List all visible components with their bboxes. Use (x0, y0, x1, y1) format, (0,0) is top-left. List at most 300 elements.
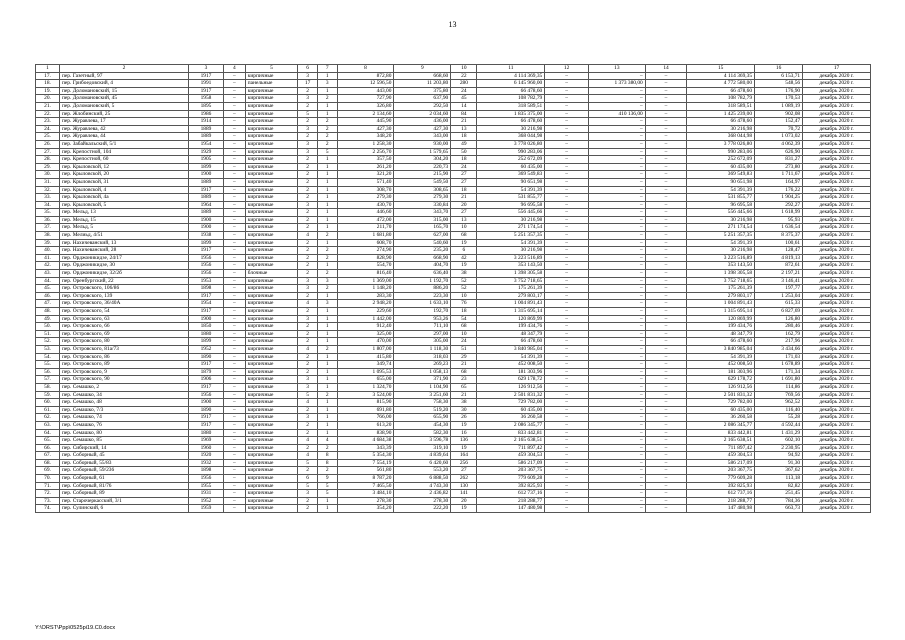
table-row (36, 239, 871, 247)
table-cell: – (545, 156, 589, 164)
table-cell: – (645, 338, 687, 346)
table-cell: 902,08 (755, 110, 803, 118)
table-cell: 218 288,77 (477, 497, 545, 505)
table-cell: 2 501 831,32 (477, 391, 545, 399)
table-cell: пер. Островского, 66 (60, 323, 189, 331)
column-number-header: 6 (298, 65, 318, 73)
table-cell: 36 260,58 (477, 414, 545, 422)
table-cell: 445,90 (337, 118, 394, 126)
table-cell: – (588, 239, 645, 247)
table-cell: 828,90 (337, 254, 394, 262)
table-cell: кирпичные (245, 421, 297, 429)
table-cell: декабрь 2020 г. (803, 421, 871, 429)
table-cell: 6 888,50 (394, 475, 451, 483)
table-cell: 65 (451, 383, 477, 391)
table-cell: 2 165 638,51 (687, 437, 755, 445)
table-cell: декабрь 2020 г. (803, 80, 871, 88)
table-cell: – (588, 102, 645, 110)
table-cell: 3 (298, 140, 318, 148)
table-cell: 1899 (188, 163, 223, 171)
table-cell: 3 524,00 (337, 391, 394, 399)
table-cell: 833 442,81 (687, 429, 755, 437)
table-cell: декабрь 2020 г. (803, 178, 871, 186)
table-cell: 2 (298, 254, 318, 262)
table-cell: пер. Семашко, 34 (60, 391, 189, 399)
table-cell: 315,00 (394, 216, 451, 224)
table-cell: – (588, 201, 645, 209)
table-cell: 6 153,71 (755, 72, 803, 80)
table-cell: 45 (451, 95, 477, 103)
table-cell: – (223, 338, 245, 346)
table-cell: 392 825,93 (477, 482, 545, 490)
table-cell: 176,22 (755, 186, 803, 194)
table-cell: – (588, 437, 645, 445)
table-cell: – (588, 72, 645, 80)
table-cell: 51. (36, 330, 60, 338)
table-row (36, 262, 871, 270)
table-cell: 73. (36, 497, 60, 505)
table-cell: 24 (451, 338, 477, 346)
table-cell: 784,36 (755, 497, 803, 505)
table-cell: – (645, 80, 687, 88)
table-cell: 561,80 (337, 467, 394, 475)
table-cell: 252 672,09 (687, 156, 755, 164)
table-cell: 1 118,30 (394, 345, 451, 353)
table-cell: 1890 (188, 353, 223, 361)
table-cell: 2 948,20 (337, 300, 394, 308)
table-cell: 729 782,00 (477, 399, 545, 407)
table-cell: – (588, 209, 645, 217)
table-cell: 278,30 (337, 497, 394, 505)
table-row (36, 376, 871, 384)
table-cell: 35. (36, 209, 60, 217)
table-cell: 2 (298, 224, 318, 232)
table-cell: 165,70 (394, 224, 451, 232)
table-cell: – (645, 224, 687, 232)
table-cell: 1 (317, 239, 337, 247)
table-cell: 1 369,00 (337, 277, 394, 285)
table-cell: 5 (298, 110, 318, 118)
table-cell: – (645, 194, 687, 202)
table-cell: 2 (298, 102, 318, 110)
table-cell: – (545, 421, 589, 429)
table-cell: кирпичные (245, 171, 297, 179)
table-cell: 1917 (188, 361, 223, 369)
table-cell: – (223, 383, 245, 391)
table-cell: – (588, 368, 645, 376)
table-cell: 3 (317, 277, 337, 285)
table-cell: пер. Мельд, 5 (60, 224, 189, 232)
table-cell: кирпичные (245, 490, 297, 498)
table-cell: 56. (36, 368, 60, 376)
table-cell: кирпичные (245, 95, 297, 103)
table-cell: – (545, 368, 589, 376)
table-cell: 582,30 (394, 429, 451, 437)
table-cell: 1890 (188, 406, 223, 414)
table-cell: 12 596,50 (337, 80, 394, 88)
table-cell: 55. (36, 361, 60, 369)
table-row (36, 315, 871, 323)
table-cell: – (645, 254, 687, 262)
table-row (36, 467, 871, 475)
table-cell: – (588, 186, 645, 194)
table-cell: 1898 (188, 467, 223, 475)
table-cell: – (645, 239, 687, 247)
table-cell: 280,46 (755, 323, 803, 331)
table-cell: – (545, 399, 589, 407)
table-cell: – (545, 186, 589, 194)
table-cell: 49. (36, 315, 60, 323)
column-number-header: 1 (36, 65, 60, 73)
table-cell: кирпичные (245, 406, 297, 414)
table-cell: 612 737,16 (687, 490, 755, 498)
table-cell: – (545, 270, 589, 278)
table-cell: пер. Крепостной, 60 (60, 156, 189, 164)
table-cell: 3 (298, 125, 318, 133)
table-cell: 452 008,50 (477, 361, 545, 369)
table-cell: пер. Газетный, 97 (60, 72, 189, 80)
table-cell: 586 217,09 (687, 459, 755, 467)
table-cell: кирпичные (245, 315, 297, 323)
table-cell: – (545, 383, 589, 391)
table-cell: – (645, 368, 687, 376)
table-row (36, 194, 871, 202)
table-cell: 10 (451, 330, 477, 338)
table-cell: 130 (451, 482, 477, 490)
table-row (36, 361, 871, 369)
table-cell: 953,26 (394, 315, 451, 323)
table-cell: 2 256,70 (337, 148, 394, 156)
table-cell: кирпичные (245, 414, 297, 422)
table-cell: 49 (451, 140, 477, 148)
table-cell: 443,00 (337, 87, 394, 95)
table-cell: 548,56 (755, 80, 803, 88)
table-cell: декабрь 2020 г. (803, 209, 871, 217)
table-cell: 1 (317, 163, 337, 171)
table-cell: 175 261,39 (477, 285, 545, 293)
table-cell: кирпичные (245, 391, 297, 399)
table-cell: кирпичные (245, 239, 297, 247)
table-cell: – (545, 308, 589, 316)
table-cell: – (545, 300, 589, 308)
table-cell: 114,86 (755, 383, 803, 391)
table-cell: кирпичные (245, 277, 297, 285)
table-cell: – (588, 163, 645, 171)
table-cell: 82,82 (755, 482, 803, 490)
table-cell: кирпичные (245, 300, 297, 308)
table-cell: 90 651,98 (687, 178, 755, 186)
table-cell: 126,80 (755, 315, 803, 323)
table-cell: 66 478,60 (687, 338, 755, 346)
table-cell: 549,50 (394, 178, 451, 186)
table-cell: 1 (317, 353, 337, 361)
table-cell: 18 (451, 133, 477, 141)
table-row (36, 444, 871, 452)
table-cell: 4 062,39 (755, 140, 803, 148)
table-cell: декабрь 2020 г. (803, 353, 871, 361)
table-cell: 2 (298, 292, 318, 300)
table-cell: 1991 (188, 80, 223, 88)
table-cell: 54 391,39 (687, 353, 755, 361)
table-cell: 1917 (188, 87, 223, 95)
table-cell: декабрь 2020 г. (803, 277, 871, 285)
table-cell: 375,80 (394, 87, 451, 95)
table-cell: 18 (451, 186, 477, 194)
table-cell: 833 442,81 (477, 429, 545, 437)
table-cell: 2 (298, 429, 318, 437)
table-cell: – (588, 330, 645, 338)
table-cell: – (545, 338, 589, 346)
table-cell: 271 174,54 (477, 224, 545, 232)
table-cell: 279,30 (394, 194, 451, 202)
table-cell: пер. Островского, 86 (60, 353, 189, 361)
table-row (36, 140, 871, 148)
column-number-header: 13 (588, 65, 645, 73)
table-cell: 1900 (188, 171, 223, 179)
table-row (36, 330, 871, 338)
table-cell: 47. (36, 300, 60, 308)
table-cell: 711 897,42 (477, 444, 545, 452)
table-cell: декабрь 2020 г. (803, 270, 871, 278)
table-cell: 3 (298, 201, 318, 209)
table-cell: 76 (451, 300, 477, 308)
table-cell: 171,34 (755, 368, 803, 376)
table-cell: 53. (36, 345, 60, 353)
table-cell: 50. (36, 323, 60, 331)
table-cell: – (545, 505, 589, 513)
table-cell: декабрь 2020 г. (803, 262, 871, 270)
table-cell: – (545, 345, 589, 353)
table-row (36, 285, 871, 293)
table-cell: 181 303,96 (687, 368, 755, 376)
table-cell: – (645, 140, 687, 148)
table-cell: 318 589,51 (687, 102, 755, 110)
table-cell: – (223, 118, 245, 126)
table-cell: пер. Мельд, 15 (60, 216, 189, 224)
table-cell: – (588, 171, 645, 179)
table-cell: 50 (451, 148, 477, 156)
table-cell: 1969 (188, 437, 223, 445)
table-cell: 1 691,80 (755, 376, 803, 384)
table-cell: 24. (36, 125, 60, 133)
table-cell: – (645, 201, 687, 209)
table-cell: декабрь 2020 г. (803, 497, 871, 505)
table-cell: 912,40 (337, 323, 394, 331)
table-cell: – (645, 406, 687, 414)
table-cell: 176,90 (755, 87, 803, 95)
table-cell: 6 (451, 247, 477, 255)
table-cell: декабрь 2020 г. (803, 247, 871, 255)
table-cell: декабрь 2020 г. (803, 186, 871, 194)
table-cell: 1 618,99 (755, 209, 803, 217)
table-cell: 273,80 (755, 163, 803, 171)
table-row (36, 87, 871, 95)
table-cell: – (545, 247, 589, 255)
table-cell: – (545, 323, 589, 331)
table-cell: кирпичные (245, 467, 297, 475)
table-cell: 66. (36, 444, 60, 452)
table-cell: 283,30 (337, 292, 394, 300)
table-cell: – (588, 475, 645, 483)
table-cell: 1986 (188, 110, 223, 118)
table-row (36, 459, 871, 467)
table-cell: 1900 (188, 315, 223, 323)
table-cell: пер. Крыловской, 4 (60, 186, 189, 194)
table-cell: 3 (298, 383, 318, 391)
table-cell: декабрь 2020 г. (803, 505, 871, 513)
table-cell: – (645, 459, 687, 467)
table-cell: кирпичные (245, 505, 297, 513)
column-number-header: 2 (60, 65, 189, 73)
table-cell: 1899 (188, 338, 223, 346)
table-cell: – (545, 353, 589, 361)
table-cell: 1 (317, 171, 337, 179)
table-cell: – (223, 482, 245, 490)
table-cell: 8 375,37 (755, 232, 803, 240)
table-row (36, 209, 871, 217)
table-cell: 1938 (188, 232, 223, 240)
table-cell: 2 086 345,77 (687, 421, 755, 429)
table-cell: 32. (36, 186, 60, 194)
table-cell: 1 324,70 (337, 383, 394, 391)
table-cell: 274,90 (337, 247, 394, 255)
table-cell: 23. (36, 118, 60, 126)
table-cell: 3 (298, 277, 318, 285)
table-cell: 199 434,76 (687, 323, 755, 331)
table-cell: – (588, 467, 645, 475)
table-cell: – (545, 467, 589, 475)
table-cell: 1 (317, 201, 337, 209)
table-cell: пер. Орджоникидзе, 32/2б (60, 270, 189, 278)
table-cell: 1917 (188, 308, 223, 316)
table-cell: 1880 (188, 429, 223, 437)
table-cell: – (223, 102, 245, 110)
table-cell: 1917 (188, 421, 223, 429)
table-cell: пер. Островского, 69 (60, 330, 189, 338)
header-row (36, 65, 871, 73)
table-row (36, 118, 871, 126)
table-cell: декабрь 2020 г. (803, 148, 871, 156)
table-cell: 203 367,75 (477, 467, 545, 475)
table-cell: – (545, 209, 589, 217)
table-cell: – (545, 239, 589, 247)
table-cell: декабрь 2020 г. (803, 323, 871, 331)
table-cell: 1954 (188, 140, 223, 148)
table-cell: 608,70 (337, 239, 394, 247)
table-cell: 20 (451, 201, 477, 209)
table-cell: пер. Семашко, 85 (60, 437, 189, 445)
table-row (36, 338, 871, 346)
table-cell: 16 (451, 429, 477, 437)
table-row (36, 270, 871, 278)
table-cell: 2 165 638,51 (477, 437, 545, 445)
table-cell: – (545, 475, 589, 483)
table-cell: – (645, 292, 687, 300)
table-cell: декабрь 2020 г. (803, 102, 871, 110)
table-row (36, 247, 871, 255)
column-number-header: 15 (687, 65, 755, 73)
table-cell: пер. Старочеркасский, 3/1 (60, 497, 189, 505)
table-cell: 217,96 (755, 338, 803, 346)
table-cell: 1 258,30 (337, 140, 394, 148)
table-cell: – (645, 216, 687, 224)
table-cell: декабрь 2020 г. (803, 95, 871, 103)
table-cell: декабрь 2020 г. (803, 285, 871, 293)
table-cell: 766,00 (337, 414, 394, 422)
table-cell: 1960 (188, 444, 223, 452)
table-cell: декабрь 2020 г. (803, 239, 871, 247)
table-cell: 2 (298, 444, 318, 452)
table-cell: 199 434,76 (477, 323, 545, 331)
table-cell: 3 146,41 (755, 277, 803, 285)
table-cell: – (545, 414, 589, 422)
table-cell: 2 (298, 186, 318, 194)
table-cell: пер. Доломановский, 45 (60, 95, 189, 103)
table-cell: 1 104,90 (394, 383, 451, 391)
table-cell: 1932 (188, 459, 223, 467)
table-cell: 128,47 (755, 247, 803, 255)
table-cell: 613,20 (337, 421, 394, 429)
table-cell: – (645, 437, 687, 445)
table-cell: – (223, 376, 245, 384)
table-cell: – (223, 224, 245, 232)
table-cell: – (588, 194, 645, 202)
table-cell: 368 044,98 (477, 133, 545, 141)
table-cell: 5 (298, 391, 318, 399)
table-row (36, 201, 871, 209)
table-cell: 727,90 (337, 95, 394, 103)
table-cell: пер. Соборный, 55/83 (60, 459, 189, 467)
table-cell: 38. (36, 232, 60, 240)
table-row (36, 368, 871, 376)
table-cell: – (223, 95, 245, 103)
table-cell: 343,70 (394, 209, 451, 217)
table-cell: 655,90 (394, 414, 451, 422)
table-cell: пер. Островского, 139 (60, 292, 189, 300)
table-cell: 2 (317, 118, 337, 126)
table-cell: 90 651,98 (477, 178, 545, 186)
table-cell: пер. Островского, 89 (60, 361, 189, 369)
table-cell: 30. (36, 171, 60, 179)
table-cell: 2 (317, 232, 337, 240)
table-cell: 5 (317, 148, 337, 156)
table-row (36, 148, 871, 156)
table-cell: 66 478,60 (477, 118, 545, 126)
table-cell: 162,79 (755, 330, 803, 338)
table-cell: 1914 (188, 118, 223, 126)
column-number-header: 14 (645, 65, 687, 73)
table-cell: 251,45 (755, 490, 803, 498)
table-cell: 6 (298, 475, 318, 483)
table-cell: 2 (298, 178, 318, 186)
table-cell: 392 825,93 (687, 482, 755, 490)
table-cell: 1 (317, 186, 337, 194)
table-cell: 54 391,39 (687, 186, 755, 194)
table-cell: 729 782,00 (687, 399, 755, 407)
table-cell: – (223, 467, 245, 475)
table-cell: – (645, 475, 687, 483)
table-cell: 60 435,00 (687, 406, 755, 414)
table-cell: – (545, 118, 589, 126)
table-cell: пер. Грибоедовский, 4 (60, 80, 189, 88)
table-cell: 831,27 (755, 156, 803, 164)
table-cell: – (645, 482, 687, 490)
table-row (36, 345, 871, 353)
table-cell: 1 148,20 (337, 285, 394, 293)
table-cell: 164,97 (755, 178, 803, 186)
table-cell: 68. (36, 459, 60, 467)
table-cell: 5 (317, 490, 337, 498)
